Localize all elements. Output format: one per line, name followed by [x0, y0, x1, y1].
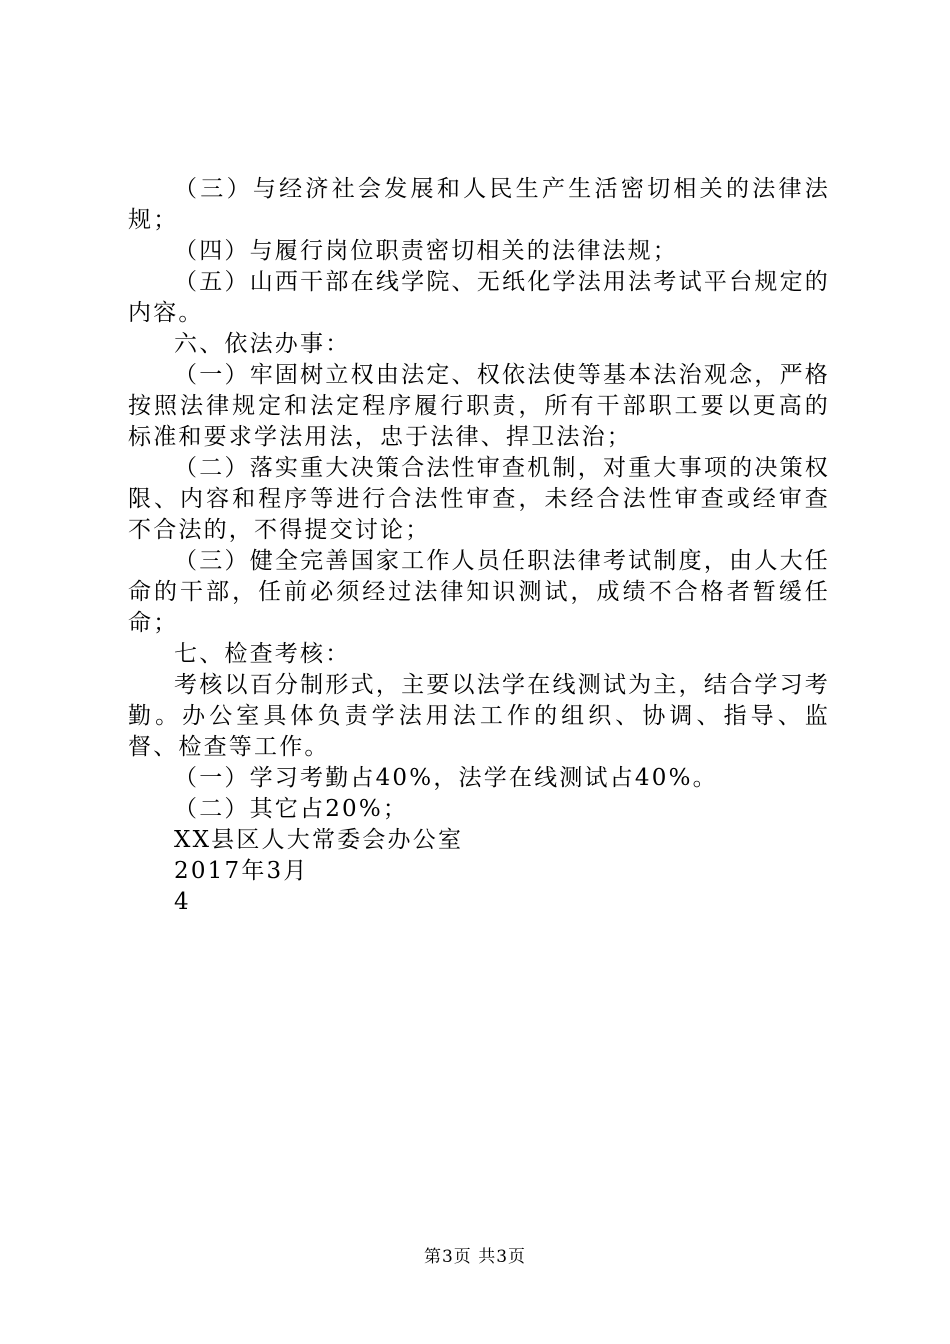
- signature-organization: XX县区人大常委会办公室: [174, 827, 464, 853]
- paragraph-6-3: （三）健全完善国家工作人员任职法律考试制度，由人大任命的干部，任前必须经过法律知识测试，成绩不合格者暂缓任命；: [128, 548, 830, 636]
- page-number-footer: 第3页 共3页: [423, 1247, 527, 1267]
- paragraph-7-intro: 考核以百分制形式，主要以法学在线测试为主，结合学习考勤。办公室具体负责学法用法工作的组织、协调、指导、监督、检查等工作。: [128, 672, 830, 760]
- section-heading-7: 七、检查考核：: [174, 641, 351, 667]
- paragraph-7-1: （一）学习考勤占40%，法学在线测试占40%。: [174, 765, 718, 791]
- paragraph-6-2: （二）落实重大决策合法性审查机制，对重大事项的决策权限、内容和程序等进行合法性审查，未经合法性审查或经审查不合法的，不得提交讨论；: [128, 455, 830, 543]
- paragraph-6-1: （一）牢固树立权由法定、权依法使等基本法治观念，严格按照法律规定和法定程序履行职责，所有干部职工要以更高的标准和要求学法用法，忠于法律、捍卫法治；: [128, 362, 830, 450]
- paragraph-7-2: （二）其它占20%；: [174, 796, 409, 822]
- signature-number: 4: [174, 889, 191, 915]
- signature-date: 2017年3月: [174, 858, 309, 884]
- document-body: [128, 174, 830, 918]
- paragraph-item-5-platform: （五）山西干部在线学院、无纸化学法用法考试平台规定的内容。: [128, 269, 830, 326]
- paragraph-item-4-laws: （四）与履行岗位职责密切相关的法律法规；: [174, 238, 678, 264]
- section-heading-6: 六、依法办事：: [174, 331, 351, 357]
- paragraph-item-3-laws: （三）与经济社会发展和人民生产生活密切相关的法律法规；: [128, 176, 830, 233]
